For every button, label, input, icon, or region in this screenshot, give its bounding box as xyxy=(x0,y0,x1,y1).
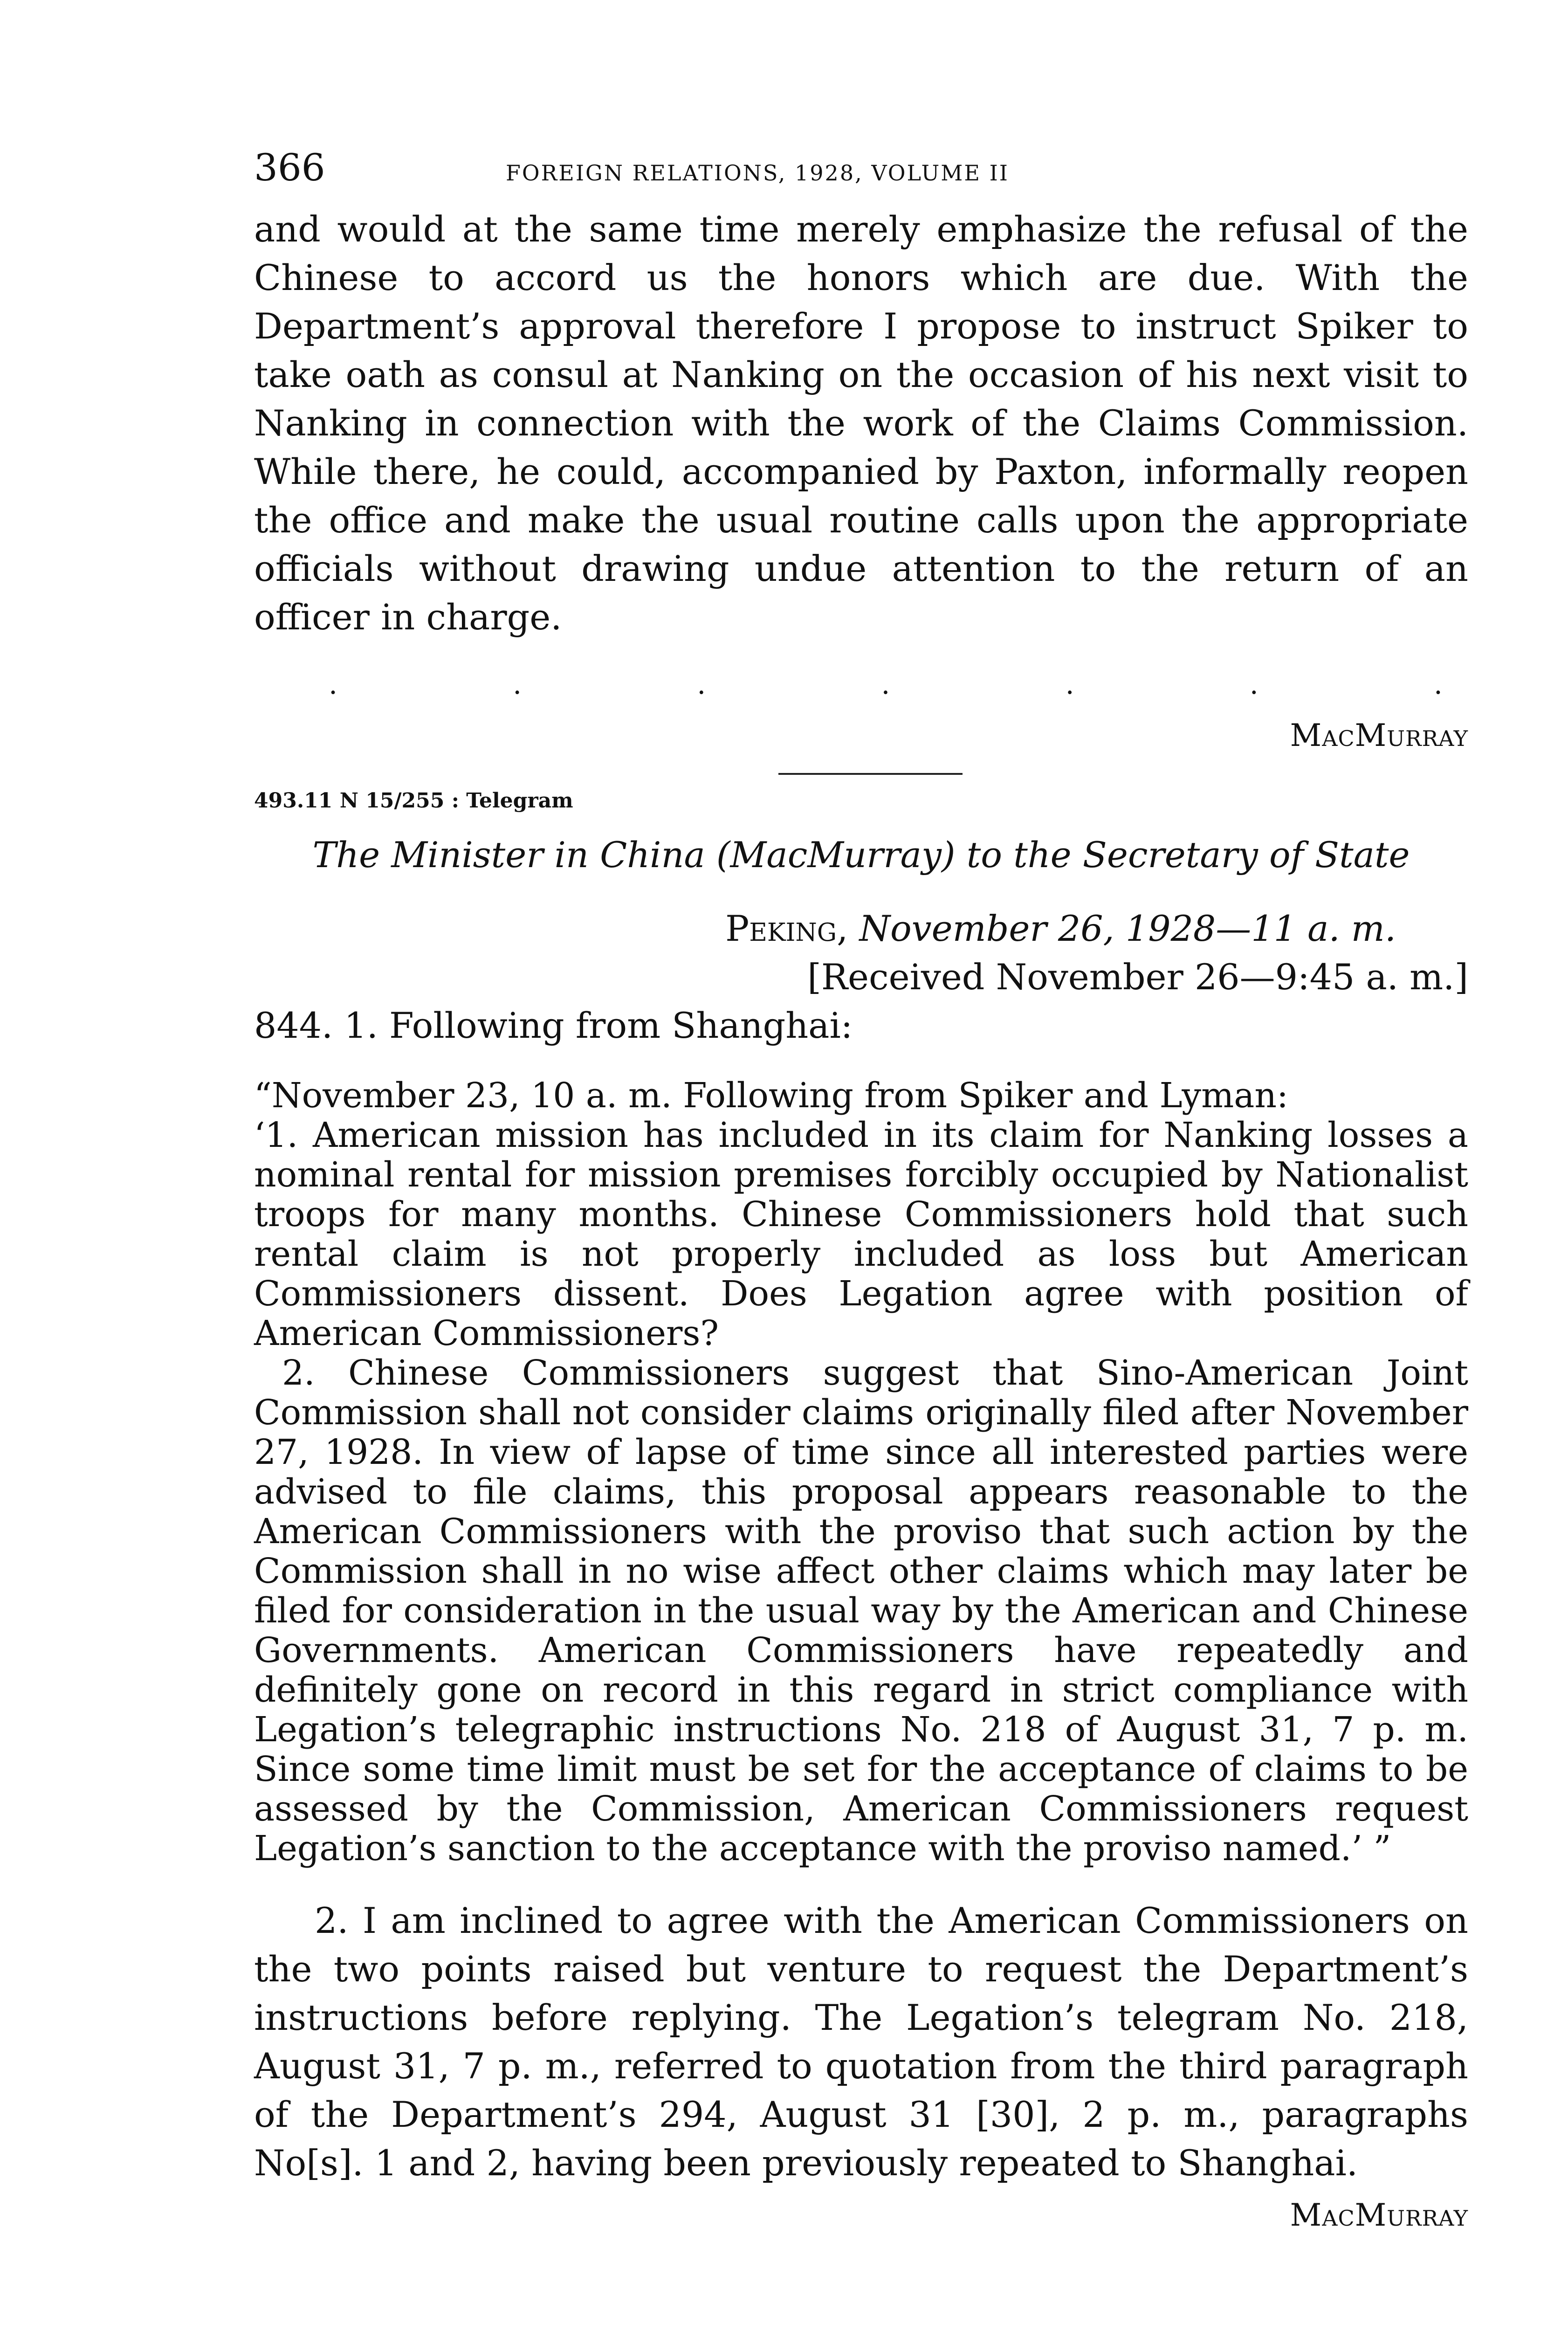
ellipsis-dot: . xyxy=(1433,668,1443,701)
ellipsis-dot: . xyxy=(697,668,706,701)
ellipsis-dot: . xyxy=(1065,668,1074,701)
dateline-place: Peking, xyxy=(725,908,848,949)
continued-paragraph: and would at the same time merely emphasize the refusal of the Chinese to accord us the honors which are due. With the Department’s approval therefore I propose to instruct Spiker to take oath as consul at Nanking on the occasion of his next visit to Nanking in connection with the work of the Claims Commission. While there, he could, accompanied by Paxton, informally reopen the office and make the usual routine calls upon the appropriate officials without drawing undue attention to the return of an officer in charge. xyxy=(254,208,1468,638)
running-head: FOREIGN RELATIONS, 1928, VOLUME II xyxy=(506,160,1009,186)
quoted-telegram xyxy=(254,1076,1468,1869)
ellipsis-row xyxy=(254,668,1468,701)
signature-macmurray-1: MacMurray xyxy=(1290,717,1468,753)
section-divider xyxy=(778,773,963,775)
file-reference-row xyxy=(254,773,1468,815)
quote-item-1: ‘1. American mission has included in its claim for Nanking losses a nominal rental for mission premises forcibly occupied by Nationalist troops for many months. Chinese Commissioners hold that such rental claim is not properly included as loss but American Commissioners dissent. Does Legation agree with position of American Commissioners? xyxy=(254,1115,1468,1353)
page-number: 366 xyxy=(254,146,325,189)
file-reference: 493.11 N 15/255 : Telegram xyxy=(254,789,573,813)
page-header xyxy=(254,146,1468,205)
quote-item-2: 2. Chinese Commissioners suggest that Sino-American Joint Commission shall not consider claims originally filed after November 27, 1928. In view of lapse of time since all interested parties were advised to file claims, this proposal appears reasonable to the American Commissioners with the proviso that such action by the Commission shall in no wise affect other claims which may later be filed for consideration in the usual way by the American and Chinese Governments. American Commissioners have repeatedly and definitely gone on record in this regard in strict compliance with Legation’s telegraphic instructions No. 218 of August 31, 7 p. m. Since some time limit must be set for the acceptance of claims to be assessed by the Commission, American Commissioners request Legation’s sanction to the acceptance with the proviso named.’ ” xyxy=(254,1353,1468,1869)
ellipsis-dot: . xyxy=(329,668,338,701)
quote-opening: “November 23, 10 a. m. Following from Spiker and Lyman: xyxy=(254,1076,1288,1116)
received-note: [Received November 26—9:45 a. m.] xyxy=(807,956,1468,998)
telegram-opening: 844. 1. Following from Shanghai: xyxy=(254,1005,853,1046)
signature-macmurray-2: MacMurray xyxy=(1290,2197,1468,2233)
document-page xyxy=(254,146,1468,2234)
document-title: The Minister in China (MacMurray) to the Secretary of State xyxy=(312,834,1410,876)
dateline xyxy=(254,904,1468,953)
ellipsis-dot: . xyxy=(513,668,522,701)
ellipsis-dot: . xyxy=(1249,668,1259,701)
closing-paragraph: 2. I am inclined to agree with the American Commissioners on the two points raised but venture to request the Department’s instructions before replying. The Legation’s telegram No. 218, August 31, 7 p. m., referred to quotation from the third paragraph of the Department’s 294, August 31 [30], 2 p. m., paragraphs No[s]. 1 and 2, having been previously repeated to Shanghai. xyxy=(254,1900,1468,2184)
dateline-date: November 26, 1928—11 a. m. xyxy=(859,908,1396,949)
ellipsis-dot: . xyxy=(881,668,890,701)
